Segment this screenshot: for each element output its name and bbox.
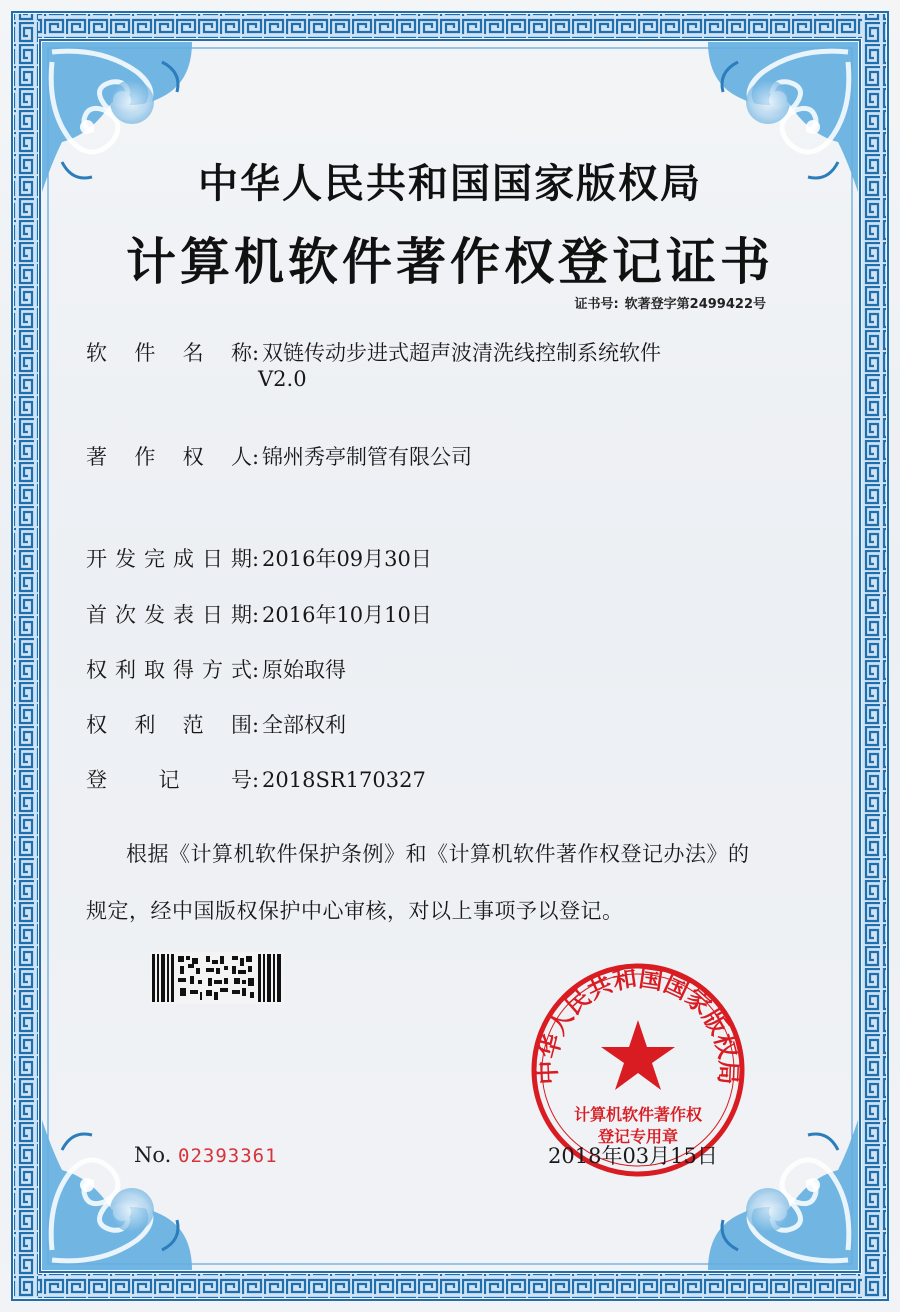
field-colon: : [252,713,260,737]
field-dev-date [86,543,432,573]
field-scope [86,709,346,739]
certificate-number-label: 证书号: [574,297,619,312]
field-value-pub-date: 2016年10月10日 [262,603,432,627]
field-value-software-version: V2.0 [258,367,307,391]
statement-line-2: 规定，经中国版权保护中心审核，对以上事项予以登记。 [86,899,624,923]
field-value-acquisition: 原始取得 [262,658,346,682]
field-label-scope: 权利范围 [86,713,252,737]
serial-number [134,1143,278,1167]
field-label-pub-date: 首次发表日期 [86,603,252,627]
field-colon: : [252,547,260,571]
field-pub-date [86,599,432,629]
seal-outer-text: 中华人民共和国国家版权局 [533,964,743,1085]
barcode-image [150,952,284,1004]
certificate-number [574,293,766,312]
serial-number-label: No. [134,1143,172,1167]
field-reg-no [86,764,426,794]
certificate-title: 计算机软件著作权登记证书 [126,233,774,291]
field-colon: : [252,603,260,627]
field-value-dev-date: 2016年09月30日 [262,547,432,571]
serial-number-value: 02393361 [178,1145,278,1167]
field-colon: : [252,768,260,792]
field-colon: : [252,341,260,365]
field-acquisition [86,654,346,684]
issuer-title: 中华人民共和国国家版权局 [198,161,702,207]
field-value-software-name: 双链传动步进式超声波清洗线控制系统软件 [262,341,661,365]
field-label-software-name: 软件名称 [86,341,252,365]
field-label-acquisition: 权利取得方式 [86,658,252,682]
field-software-name [86,337,661,367]
certificate-number-value: 软著登字第2499422号 [624,297,766,312]
seal-inner-line-2: 登记专用章 [597,1127,679,1146]
seal-star-icon [601,1020,675,1090]
field-label-dev-date: 开发完成日期 [86,547,252,571]
statement-line-1: 根据《计算机软件保护条例》和《计算机软件著作权登记办法》的 [126,842,750,866]
field-label-reg-no: 登记号 [86,768,252,792]
field-value-owner: 锦州秀亭制管有限公司 [262,445,472,469]
seal-inner-line-1: 计算机软件著作权 [573,1105,703,1124]
field-owner [86,441,472,471]
field-value-scope: 全部权利 [262,713,346,737]
field-label-owner: 著作权人 [86,445,252,469]
issue-date: 2018年03月15日 [548,1144,718,1168]
field-colon: : [252,445,260,469]
field-colon: : [252,658,260,682]
field-value-reg-no: 2018SR170327 [262,768,426,792]
